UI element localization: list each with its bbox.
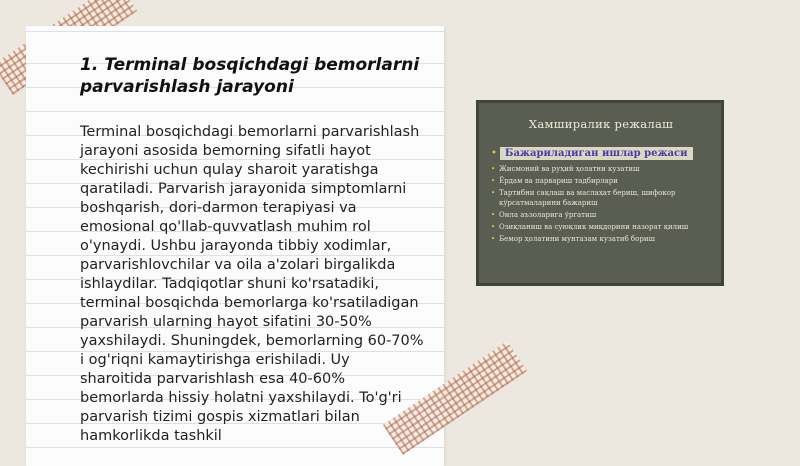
slide-list-item: • Озиқланиш ва суюқлик миқдорини назорат қилиш <box>491 222 711 232</box>
slide-list-item: • Тартибни сақлаш ва маслаҳат бериш, шифокор кўрсатмаларини бажариш <box>491 188 711 208</box>
slide-highlight: Бажариладиган ишлар режаси <box>500 147 693 160</box>
bullet-icon: • <box>491 148 497 159</box>
slide-image <box>476 100 724 286</box>
slide-list <box>491 164 711 244</box>
slide-list-item: • Жисмоний ва руҳий ҳолатни кузатиш <box>491 164 711 174</box>
slide-list-item: • Бемор ҳолатини мунтазам кузатиб бориш <box>491 234 711 244</box>
slide-highlight-row <box>491 141 711 164</box>
section-paragraph: Terminal bosqichdagi bemorlarni parvarishlash jarayoni asosida bemorning sifatli hayot kechirishi uchun qulay sharoit yaratishga qaratiladi. Parvarish jarayonida simptomlarni boshqarish, dori-darmon terapiyasi va emosional qo'llab-quvvatlash muhim rol o'ynaydi. Ushbu jarayonda tibbiy xodimlar, parvarishlovchilar va oila a'zolari birgalikda ishlaydilar. Tadqiqotlar shuni ko'rsatadiki, terminal bosqichda bemorlarga ko'rsatiladigan parvarish ularning hayot sifatini 30-50% yaxshilaydi. Shuningdek, bemorlarning 60-70% i og'riqni kamaytirishga erishiladi. Uy sharoitida parvarishlash esa 40-60% bemorlarda hissiy holatni yaxshilaydi. To'g'ri parvarish tizimi gospis xizmatlari bilan hamkorlikda tashkil <box>80 124 424 444</box>
slide-list-item: • Оила аъзоларига ўргатиш <box>491 210 711 220</box>
slide-title: Хамширалик режалаш <box>528 117 674 131</box>
slide-list-item: • Ёрдам ва парвариш тадбирлари <box>491 176 711 186</box>
section-heading: 1. Terminal bosqichdagi bemorlarni parvarishlash jarayoni <box>80 55 420 97</box>
